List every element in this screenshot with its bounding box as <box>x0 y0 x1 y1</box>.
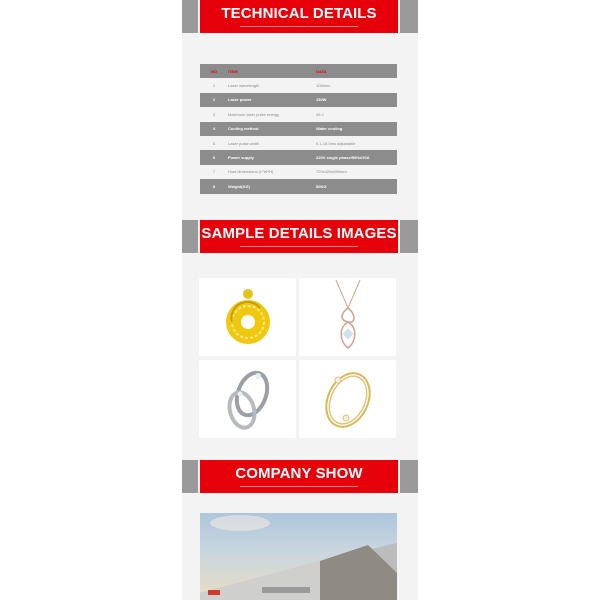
header-side-bar <box>400 220 418 253</box>
table-row <box>200 107 397 121</box>
title-underline <box>240 26 358 27</box>
sample-card-silver-rings[interactable] <box>199 360 296 438</box>
header-side-bar <box>400 0 418 33</box>
rose-necklace-image <box>318 278 378 356</box>
header-red-banner <box>200 460 398 493</box>
row-value: 50KG <box>316 179 397 193</box>
row-item: Power supply <box>228 150 316 164</box>
table-row <box>200 165 397 179</box>
row-value: 720x420x590mm <box>316 165 397 179</box>
row-item: Laser pulse width <box>228 136 316 150</box>
gold-bracelet-image <box>318 360 378 438</box>
row-no: 1 <box>200 78 228 92</box>
row-no: 8 <box>200 179 228 193</box>
row-value: 150W <box>316 93 397 107</box>
row-no: 7 <box>200 165 228 179</box>
table-row <box>200 136 397 150</box>
row-value: 0.1-15.0ms adjustable <box>316 136 397 150</box>
technical-details-header <box>182 0 418 33</box>
header-side-bar <box>182 220 198 253</box>
row-no: 4 <box>200 122 228 136</box>
spec-table <box>200 64 397 194</box>
section-title: COMPANY SHOW <box>235 465 363 482</box>
title-underline <box>240 486 358 487</box>
row-value: 1064nm <box>316 78 397 92</box>
table-row <box>200 78 397 92</box>
header-red-banner <box>200 220 398 253</box>
silver-rings-image <box>218 360 278 438</box>
sample-card-gold-bracelet[interactable] <box>299 360 396 438</box>
company-show-header <box>182 460 418 493</box>
row-no: 5 <box>200 136 228 150</box>
row-no: 6 <box>200 150 228 164</box>
row-value: 220V single phase/50Hz/20A <box>316 150 397 164</box>
gold-pendant-image <box>218 278 278 356</box>
header-side-bar <box>182 0 198 33</box>
section-title: SAMPLE DETAILS IMAGES <box>201 225 397 242</box>
table-header-row <box>200 64 397 78</box>
header-side-bar <box>400 460 418 493</box>
section-title: TECHNICAL DETAILS <box>221 5 377 22</box>
row-item: Maximum laser pulse energy <box>228 107 316 121</box>
header-item: ITEM <box>228 64 316 78</box>
header-no: NO <box>200 64 228 78</box>
table-row <box>200 150 397 164</box>
row-item: Laser wavelength <box>228 78 316 92</box>
row-no: 3 <box>200 107 228 121</box>
sample-card-rose-necklace[interactable] <box>299 278 396 356</box>
company-factory-photo <box>200 513 397 600</box>
row-no: 2 <box>200 93 228 107</box>
table-row <box>200 122 397 136</box>
sample-details-header <box>182 220 418 253</box>
row-item: Laser power <box>228 93 316 107</box>
header-red-banner <box>200 0 398 33</box>
row-value: Water cooling <box>316 122 397 136</box>
row-item: Host dimensions (L*W*H) <box>228 165 316 179</box>
header-value: DATA <box>316 64 397 78</box>
factory-building-image <box>200 513 397 600</box>
sample-card-gold-pendant[interactable] <box>199 278 296 356</box>
header-side-bar <box>182 460 198 493</box>
row-item: Weight(KG) <box>228 179 316 193</box>
title-underline <box>240 246 358 247</box>
row-item: Cooling method <box>228 122 316 136</box>
row-value: 45 J <box>316 107 397 121</box>
table-row <box>200 179 397 193</box>
table-row <box>200 93 397 107</box>
